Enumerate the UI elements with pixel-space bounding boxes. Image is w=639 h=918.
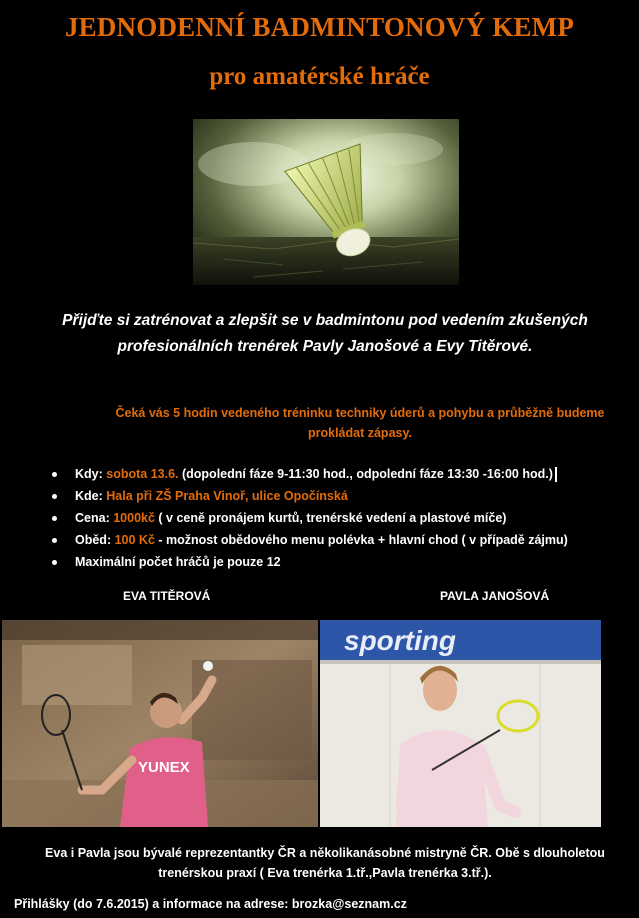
where-label: Kde: xyxy=(75,489,103,503)
yunex-logo: YUNEX xyxy=(138,759,190,776)
coach-name-pavla: PAVLA JANOŠOVÁ xyxy=(440,589,550,603)
poster-subtitle: pro amatérské hráče xyxy=(209,63,430,90)
detail-lunch xyxy=(50,529,568,551)
photo-pavla xyxy=(320,620,601,827)
poster-title: JEDNODENNÍ BADMINTONOVÝ KEMP xyxy=(64,12,575,42)
price-label: Cena: xyxy=(75,511,110,525)
detail-where xyxy=(50,485,568,507)
price-note: ( v ceně pronájem kurtů, trenérské vedení a plastové míče) xyxy=(154,511,507,525)
detail-when xyxy=(50,463,568,485)
where-value: Hala při ZŠ Praha Vinoř, ulice Opočínská xyxy=(106,489,348,503)
intro-line-2: profesionálních trenérek Pavly Janošové a Evy Titěrové. xyxy=(117,338,533,355)
photo-eva xyxy=(2,620,318,827)
bio-line-1: Eva i Pavla jsou bývalé reprezentantky ČR a několikanásobné mistryně ČR. Obě s dlouholetou xyxy=(45,846,605,860)
training-line-2: prokládat zápasy. xyxy=(308,426,412,440)
when-note: (dopolední fáze 9-11:30 hod., odpolední fáze 13:30 -16:00 hod.) xyxy=(178,467,553,481)
bio-line-2: trenérskou praxí ( Eva trenérka 1.tř.,Pavla trenérka 3.tř.). xyxy=(158,866,492,880)
intro-text xyxy=(20,308,630,360)
when-label: Kdy: xyxy=(75,467,103,481)
lunch-value: 100 Kč xyxy=(114,533,155,547)
sporting-banner: sporting xyxy=(344,625,456,656)
detail-price xyxy=(50,507,568,529)
lunch-note: - možnost obědového menu polévka + hlavní chod ( v případě zájmu) xyxy=(154,533,568,547)
training-line-1: Čeká vás 5 hodin vedeného tréninku techniky úderů a pohybu a průběžně budeme xyxy=(115,406,605,420)
coaches-bio xyxy=(25,843,625,883)
detail-max-players: Maximální počet hráčů je pouze 12 xyxy=(50,551,568,573)
details-list xyxy=(50,463,568,573)
price-value: 1000kč xyxy=(113,511,155,525)
when-value: sobota 13.6. xyxy=(106,467,179,481)
signup-info: Přihlášky (do 7.6.2015) a informace na adrese: brozka@seznam.cz xyxy=(14,897,407,911)
training-description xyxy=(90,403,630,443)
intro-line-1: Přijďte si zatrénovat a zlepšit se v badmintonu pod vedením zkušených xyxy=(62,312,588,329)
coach-name-eva: EVA TITĚROVÁ xyxy=(123,589,211,603)
lunch-label: Oběd: xyxy=(75,533,112,547)
text-cursor xyxy=(555,467,557,482)
shuttlecock-image xyxy=(193,119,459,285)
